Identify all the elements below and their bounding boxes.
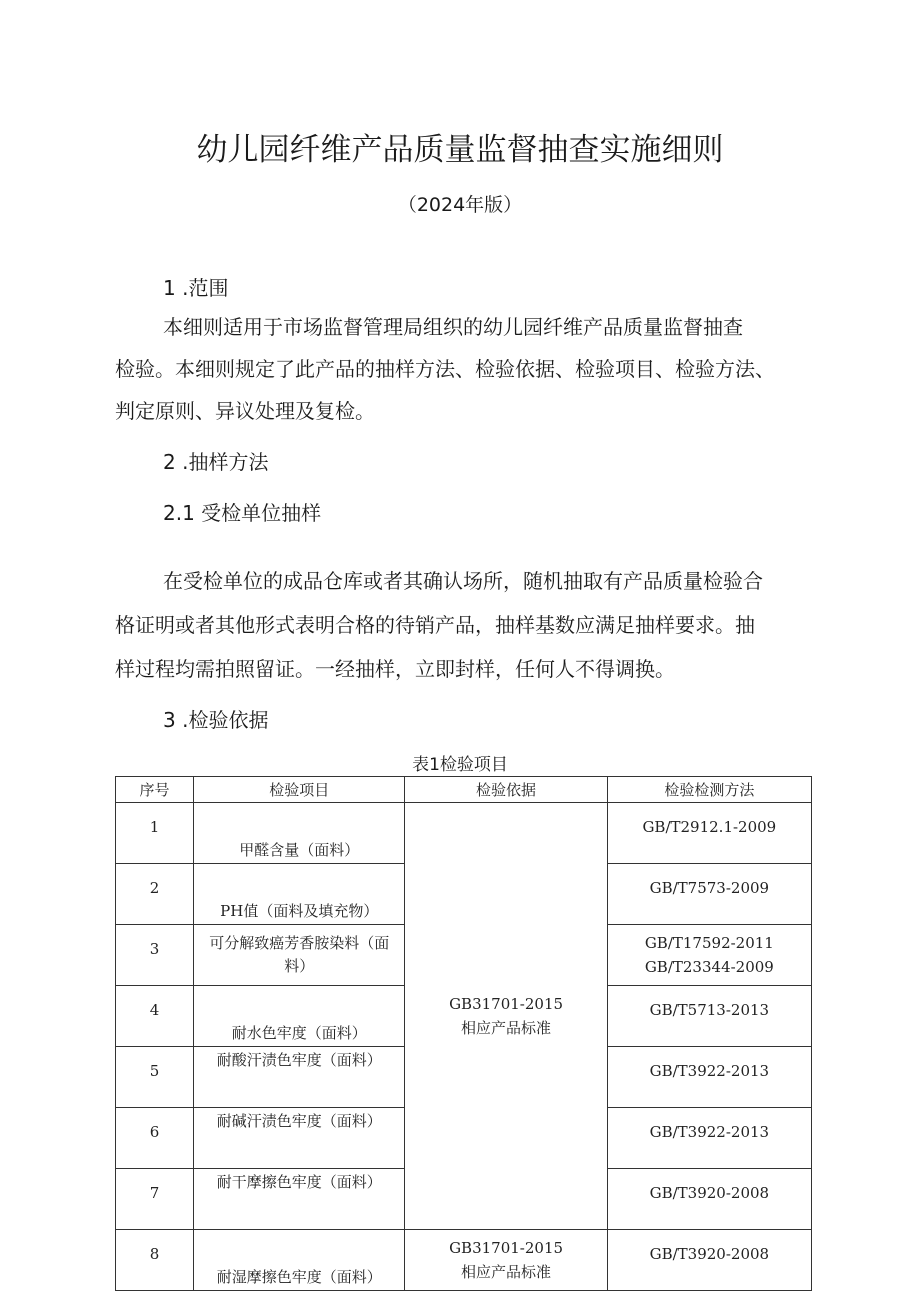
section-1-paragraph-line-2: 检验。本细则规定了此产品的抽样方法、检验依据、检验项目、检验方法、 bbox=[115, 357, 775, 381]
row-method-cell bbox=[607, 925, 811, 986]
section-2-1-paragraph-line-3: 样过程均需拍照留证。一经抽样，立即封样，任何人不得调换。 bbox=[115, 657, 675, 681]
row-method: GB/T3922-2013 bbox=[607, 1047, 811, 1108]
row-item: 甲醛含量（面料） bbox=[194, 803, 405, 864]
row-method-2: GB/T23344-2009 bbox=[644, 958, 774, 976]
row-no: 7 bbox=[116, 1169, 194, 1230]
row-no: 5 bbox=[116, 1047, 194, 1108]
document-edition: （2024年版） bbox=[397, 194, 523, 216]
section-3-heading: 3 .检验依据 bbox=[163, 708, 269, 732]
row-item: 耐干摩擦色牢度（面料） bbox=[194, 1169, 405, 1230]
basis-row-8-cell bbox=[405, 1230, 607, 1291]
section-2-heading: 2 .抽样方法 bbox=[163, 450, 269, 474]
table-row bbox=[116, 1230, 812, 1291]
section-2-1-paragraph-line-1: 在受检单位的成品仓库或者其确认场所，随机抽取有产品质量检验合 bbox=[163, 569, 763, 593]
row-method: GB/T3920-2008 bbox=[607, 1230, 811, 1291]
row-no: 2 bbox=[116, 864, 194, 925]
section-2-1-paragraph-line-2: 格证明或者其他形式表明合格的待销产品，抽样基数应满足抽样要求。抽 bbox=[115, 613, 755, 637]
row-no: 6 bbox=[116, 1108, 194, 1169]
row-method: GB/T17592-2011 bbox=[644, 934, 774, 952]
row-item: PH值（面料及填充物） bbox=[194, 864, 405, 925]
row-method: GB/T3922-2013 bbox=[607, 1108, 811, 1169]
row-item: 耐碱汗渍色牢度（面料） bbox=[194, 1108, 405, 1169]
basis-line-1: GB31701-2015 bbox=[449, 995, 564, 1013]
header-no: 序号 bbox=[116, 777, 194, 803]
row-method: GB/T7573-2009 bbox=[607, 864, 811, 925]
header-method: 检验检测方法 bbox=[607, 777, 811, 803]
section-2-1-heading: 2.1 受检单位抽样 bbox=[163, 501, 322, 525]
row-method: GB/T5713-2013 bbox=[607, 986, 811, 1047]
basis-line-1: GB31701-2015 bbox=[449, 1239, 564, 1257]
row-item: 耐酸汗渍色牢度（面料） bbox=[194, 1047, 405, 1108]
row-item: 耐水色牢度（面料） bbox=[194, 986, 405, 1047]
section-1-paragraph-line-1: 本细则适用于市场监督管理局组织的幼儿园纤维产品质量监督抽查 bbox=[163, 315, 743, 339]
row-item: 耐湿摩擦色牢度（面料） bbox=[194, 1230, 405, 1291]
row-no: 8 bbox=[116, 1230, 194, 1291]
row-no: 3 bbox=[116, 925, 194, 986]
header-basis: 检验依据 bbox=[405, 777, 607, 803]
row-no: 4 bbox=[116, 986, 194, 1047]
section-1-heading: 1 .范围 bbox=[163, 276, 229, 300]
header-item: 检验项目 bbox=[194, 777, 405, 803]
row-method: GB/T2912.1-2009 bbox=[607, 803, 811, 864]
basis-line-2: 相应产品标准 bbox=[461, 1263, 552, 1281]
basis-line-2: 相应产品标准 bbox=[461, 1019, 552, 1037]
row-item: 可分解致癌芳香胺染料（面料） bbox=[194, 925, 405, 986]
row-method: GB/T3920-2008 bbox=[607, 1169, 811, 1230]
row-no: 1 bbox=[116, 803, 194, 864]
basis-group-cell bbox=[405, 803, 607, 1230]
table-row bbox=[116, 803, 812, 864]
inspection-items-table bbox=[115, 776, 812, 1291]
section-1-paragraph-line-3: 判定原则、异议处理及复检。 bbox=[115, 399, 375, 423]
document-title: 幼儿园纤维产品质量监督抽查实施细则 bbox=[196, 132, 724, 168]
table-caption: 表1检验项目 bbox=[412, 755, 508, 775]
table-header-row bbox=[116, 777, 812, 803]
